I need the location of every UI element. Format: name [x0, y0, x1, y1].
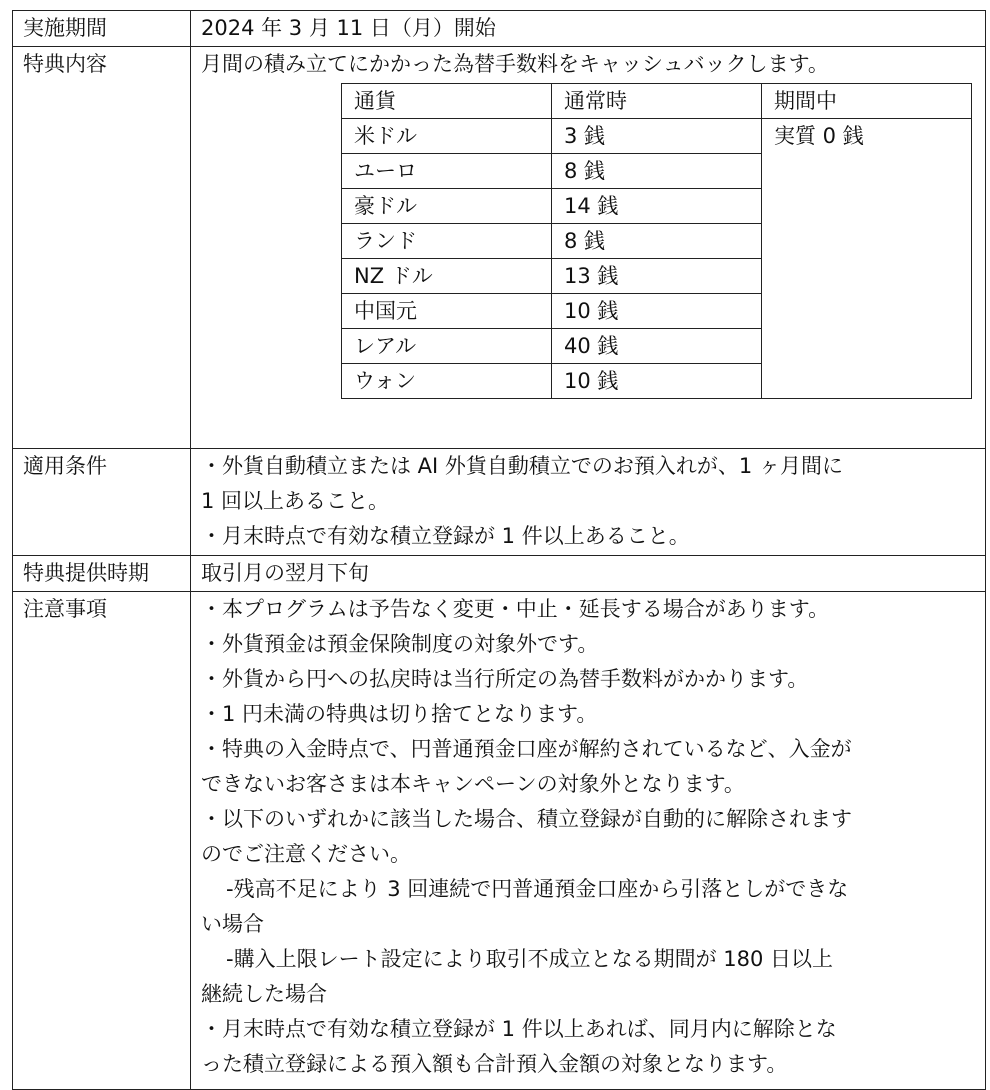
- conditions-line: 1 回以上あること。: [201, 489, 390, 513]
- currency-cell: レアル: [342, 329, 552, 364]
- header-normal: 通常時: [552, 84, 762, 119]
- currency-cell: ランド: [342, 224, 552, 259]
- table-row: [342, 119, 972, 154]
- notes-line: ・外貨預金は預金保険制度の対象外です。: [201, 632, 599, 656]
- fee-rates-table: [341, 83, 972, 399]
- header-period: 期間中: [762, 84, 972, 119]
- benefit-row: [13, 47, 986, 449]
- notes-content: [191, 592, 986, 1090]
- notes-line: ・外貨から円への払戻時は当行所定の為替手数料がかかります。: [201, 667, 809, 691]
- notes-line: 継続した場合: [201, 982, 327, 1006]
- normal-fee-cell: 10 銭: [552, 294, 762, 329]
- timing-label: 特典提供時期: [13, 556, 191, 592]
- normal-fee-cell: 14 銭: [552, 189, 762, 224]
- normal-fee-cell: 3 銭: [552, 119, 762, 154]
- normal-fee-cell: 40 銭: [552, 329, 762, 364]
- timing-value: 取引月の翌月下旬: [191, 556, 986, 592]
- campaign-document: [12, 10, 986, 1076]
- conditions-row: [13, 449, 986, 556]
- fee-rates-header-row: [342, 84, 972, 119]
- notes-label: 注意事項: [13, 592, 191, 1090]
- notes-line-sub: -残高不足により 3 回連続で円普通預金口座から引落としができな: [226, 877, 849, 901]
- normal-fee-cell: 8 銭: [552, 154, 762, 189]
- notes-line: ・本プログラムは予告なく変更・中止・延長する場合があります。: [201, 597, 830, 621]
- notes-line-sub: -購入上限レート設定により取引不成立となる期間が 180 日以上: [226, 947, 834, 971]
- normal-fee-cell: 13 銭: [552, 259, 762, 294]
- timing-row: [13, 556, 986, 592]
- header-currency: 通貨: [342, 84, 552, 119]
- notes-line: ・1 円未満の特典は切り捨てとなります。: [201, 702, 598, 726]
- notes-line: のでご注意ください。: [201, 842, 411, 866]
- period-row: [13, 11, 986, 47]
- notes-row: [13, 592, 986, 1090]
- currency-cell: ウォン: [342, 364, 552, 399]
- currency-cell: 豪ドル: [342, 189, 552, 224]
- conditions-label: 適用条件: [13, 449, 191, 556]
- normal-fee-cell: 8 銭: [552, 224, 762, 259]
- notes-line: ・月末時点で有効な積立登録が 1 件以上あれば、同月内に解除とな: [201, 1017, 837, 1041]
- notes-line: ・特典の入金時点で、円普通預金口座が解約されているなど、入金が: [201, 737, 852, 761]
- currency-cell: ユーロ: [342, 154, 552, 189]
- conditions-content: [191, 449, 986, 556]
- period-value: 2024 年 3 月 11 日（月）開始: [191, 11, 986, 47]
- conditions-line: ・月末時点で有効な積立登録が 1 件以上あること。: [201, 524, 690, 548]
- period-fee-cell: 実質 0 銭: [762, 119, 972, 399]
- benefit-label: 特典内容: [13, 47, 191, 449]
- currency-cell: NZ ドル: [342, 259, 552, 294]
- notes-line: ・以下のいずれかに該当した場合、積立登録が自動的に解除されます: [201, 807, 852, 831]
- conditions-line: ・外貨自動積立または AI 外貨自動積立でのお預入れが、1 ヶ月間に: [201, 454, 843, 478]
- normal-fee-cell: 10 銭: [552, 364, 762, 399]
- currency-cell: 中国元: [342, 294, 552, 329]
- period-label: 実施期間: [13, 11, 191, 47]
- currency-cell: 米ドル: [342, 119, 552, 154]
- notes-line: い場合: [201, 912, 264, 936]
- notes-line: った積立登録による預入額も合計預入金額の対象となります。: [201, 1052, 788, 1076]
- campaign-terms-table: [12, 10, 986, 1090]
- benefit-description: 月間の積み立てにかかった為替手数料をキャッシュバックします。: [201, 52, 829, 76]
- notes-line: できないお客さまは本キャンペーンの対象外となります。: [201, 772, 745, 796]
- benefit-content: [191, 47, 986, 449]
